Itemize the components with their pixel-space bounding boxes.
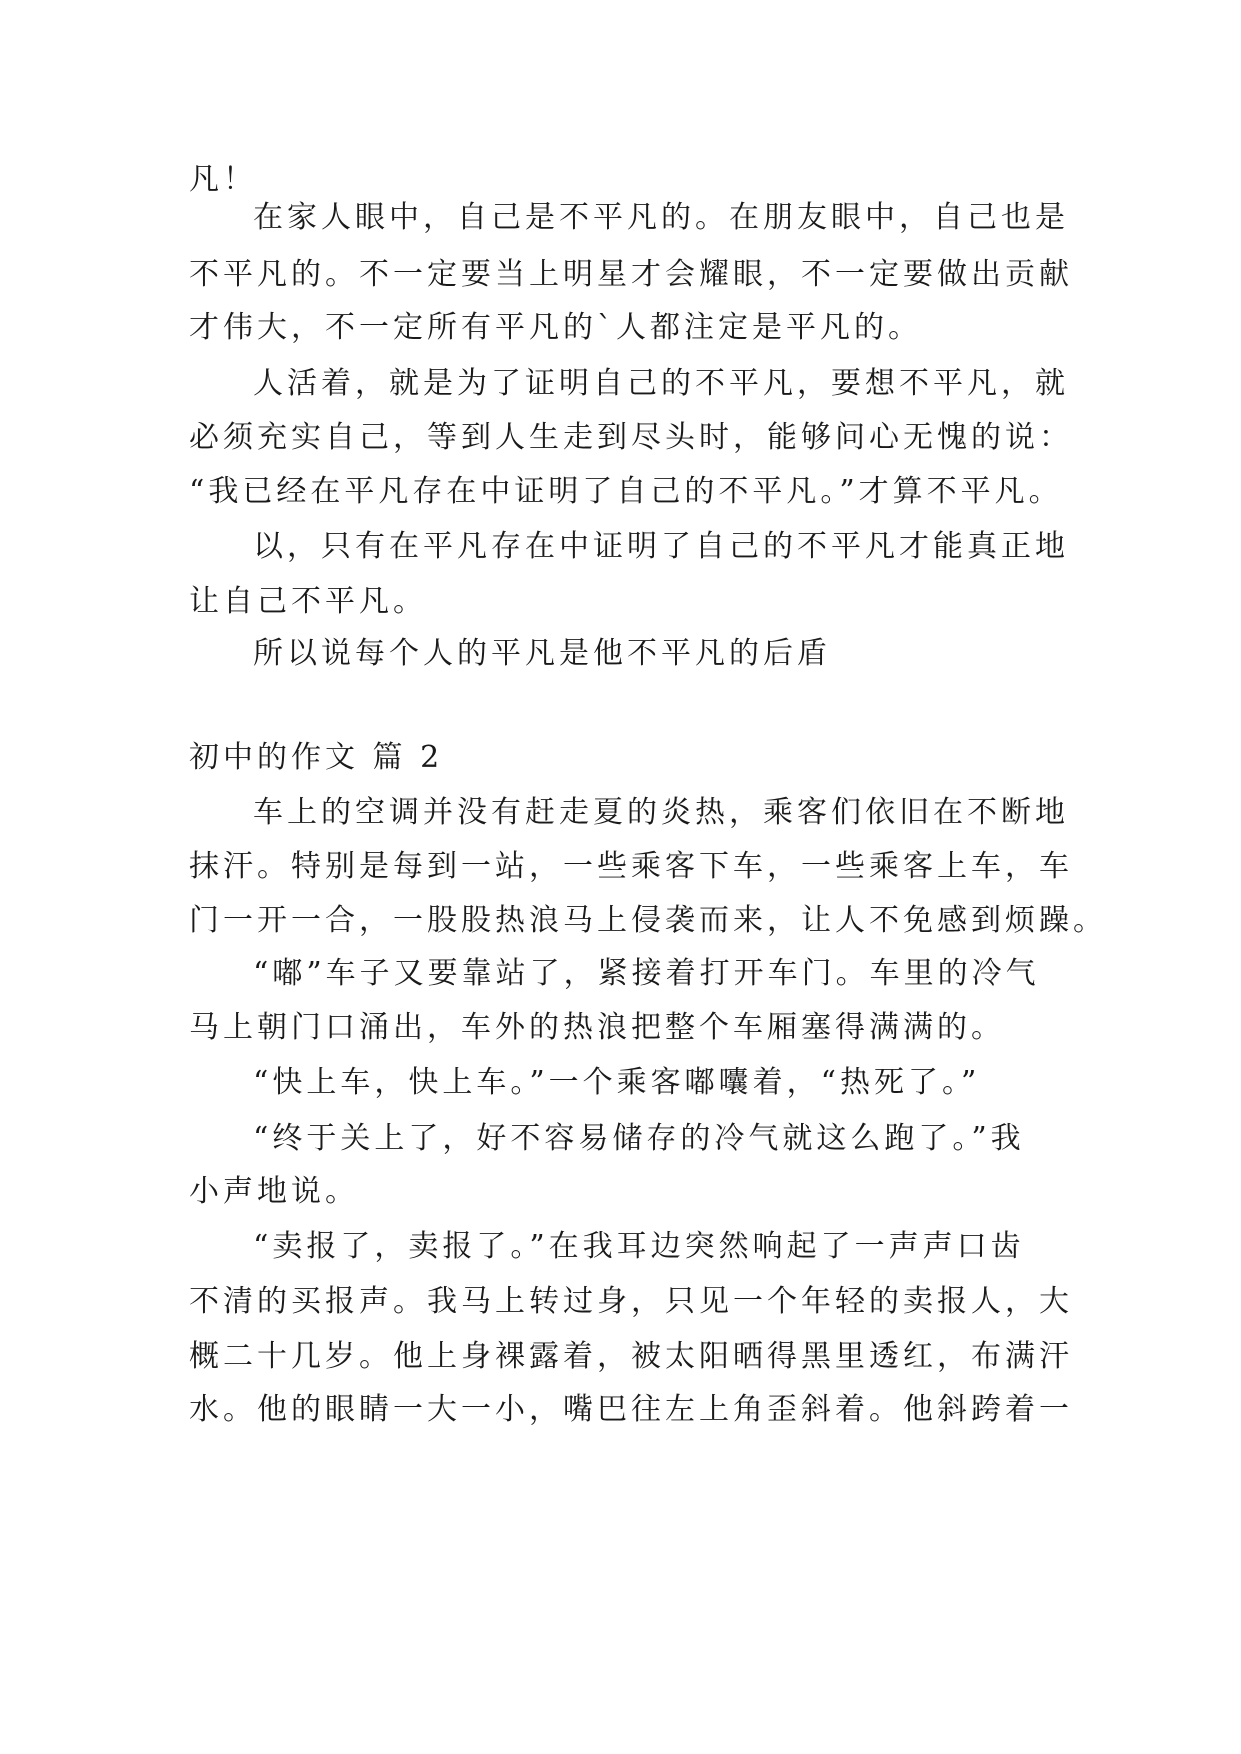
text-line: 不清的买报声。我马上转过身，只见一个年轻的卖报人，大 — [189, 1284, 1073, 1319]
paragraph-line: 人活着，就是为了证明自己的不平凡，要想不平凡，就 — [253, 366, 1069, 401]
text-line: 水。他的眼睛一大一小，嘴巴往左上角歪斜着。他斜跨着一 — [189, 1392, 1073, 1427]
text-line: 不平凡的。不一定要当上明星才会耀眼，不一定要做出贡献 — [189, 257, 1073, 292]
paragraph-line: “快上车，快上车。”一个乘客嘟囔着，“热死了。” — [253, 1065, 981, 1100]
paragraph-line: “嘟”车子又要靠站了，紧接着打开车门。车里的冷气 — [253, 956, 1040, 991]
text-line: 门一开一合，一股股热浪马上侵袭而来，让人不免感到烦躁。 — [189, 903, 1107, 938]
text-line: 必须充实自己，等到人生走到尽头时，能够问心无愧的说： — [189, 420, 1073, 455]
paragraph-line: 在家人眼中，自己是不平凡的。在朋友眼中，自己也是 — [253, 200, 1069, 235]
text-line: 才伟大，不一定所有平凡的`人都注定是平凡的。 — [189, 310, 922, 345]
text-line: 抹汗。特别是每到一站，一些乘客下车，一些乘客上车，车 — [189, 849, 1073, 884]
text-line: 让自己不平凡。 — [189, 584, 427, 619]
paragraph-line: 以，只有在平凡存在中证明了自己的不平凡才能真正地 — [253, 529, 1069, 564]
text-line: 概二十几岁。他上身裸露着，被太阳晒得黑里透红，布满汗 — [189, 1339, 1073, 1374]
text-line: 凡！ — [189, 162, 257, 197]
text-line: 马上朝门口涌出，车外的热浪把整个车厢塞得满满的。 — [189, 1010, 1005, 1045]
paragraph-line: “卖报了，卖报了。”在我耳边突然响起了一声声口齿 — [253, 1229, 1025, 1264]
text-line: “我已经在平凡存在中证明了自己的不平凡。”才算不平凡。 — [189, 474, 1063, 509]
paragraph-line: 所以说每个人的平凡是他不平凡的后盾 — [253, 636, 831, 671]
text-line: 小声地说。 — [189, 1174, 359, 1209]
paragraph-line: “终于关上了，好不容易储存的冷气就这么跑了。”我 — [253, 1121, 1025, 1156]
paragraph-line: 车上的空调并没有赶走夏的炎热，乘客们依旧在不断地 — [253, 795, 1069, 830]
section-heading: 初中的作文 篇 2 — [189, 740, 444, 775]
